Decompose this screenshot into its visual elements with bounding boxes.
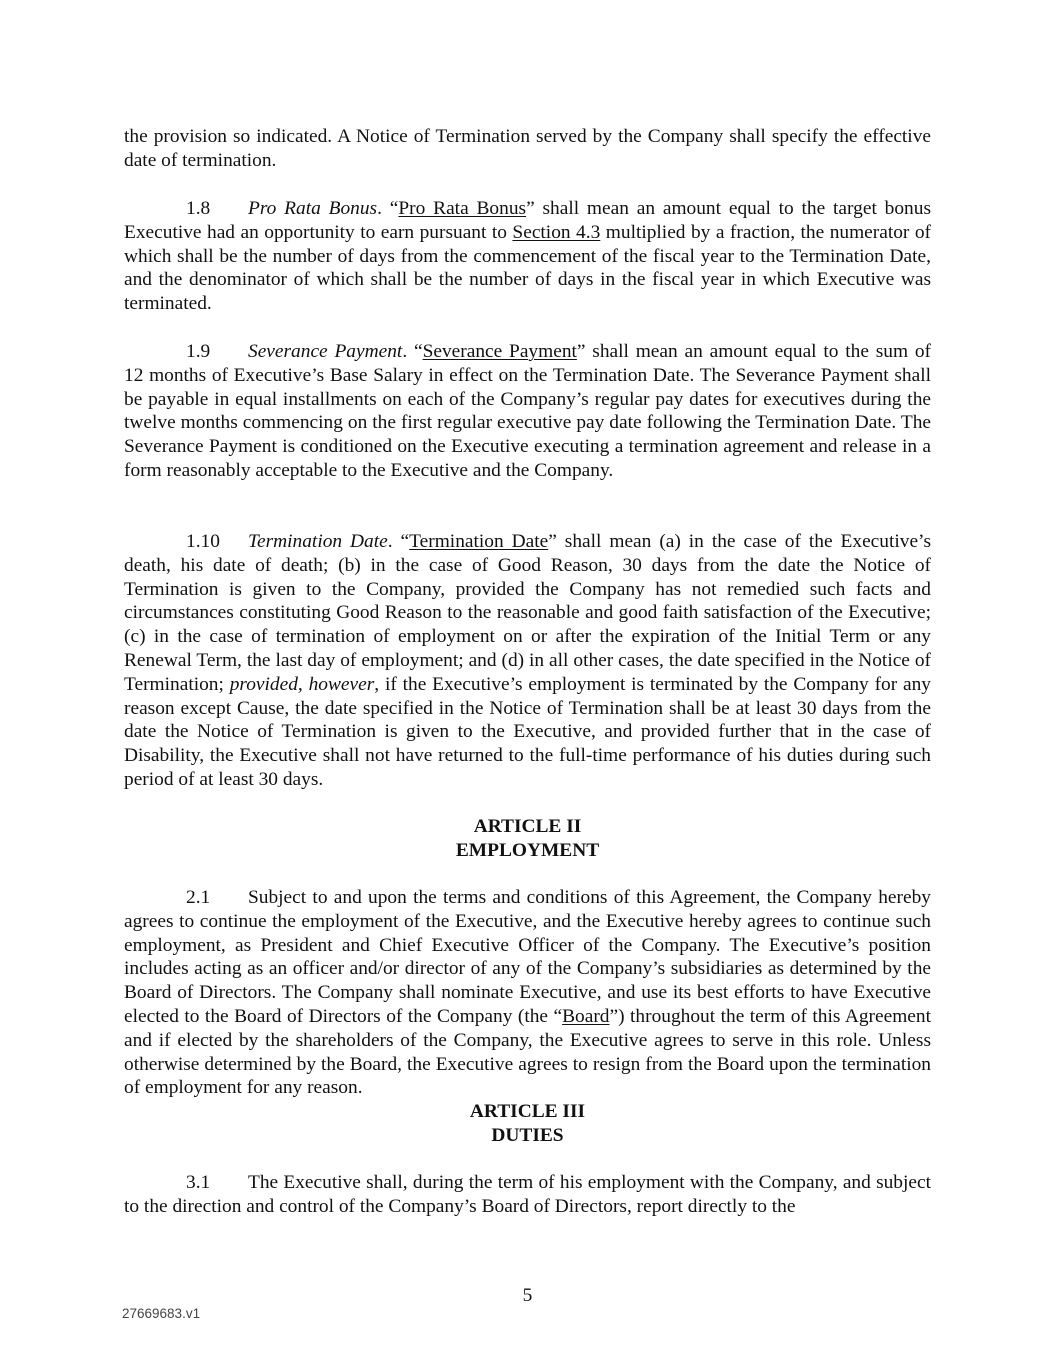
section-number: 1.8 [186, 198, 211, 219]
defined-term: Pro Rata Bonus [398, 198, 527, 219]
article-title: EMPLOYMENT [455, 839, 600, 861]
section-2-1: 2.1 Subject to and upon the terms and conditions of this Agreement, the Company hereby agrees to continue the employment of the Executive, and the Executive hereby agrees to continue such employment, as President and Chief Executive Officer of the Company. The Executive’s position includes acting as an officer and/or director of any of the Company’s subsidiaries as determined by the Board of Directors. The Company shall nominate Executive, and use its best efforts to have Executive elected to the Board of Directors of the Company (the “Board”) throughout the term of this Agreement and if elected by the shareholders of the Company, the Executive agrees to serve in this role. Unless otherwise determined by the Board, the Executive agrees to resign from the Board upon the termination of employment for any reason. [124, 887, 931, 1099]
defined-term: Board [562, 1005, 610, 1027]
defined-term: Termination Date [409, 531, 549, 552]
article-iii-heading [124, 1100, 931, 1148]
page-number: 5 [522, 1285, 533, 1306]
section-1-10: 1.10 Termination Date. “Termination Date” shall mean (a) in the case of the Executive’s death, his date of death; (b) in the case of Good Reason, 30 days from the date the Notice of Termination is given to the Company, provided the Company has not remedied such facts and circumstances constituting Good Reason to the reasonable and good faith satisfaction of the Executive; (c) in the case of termination of employment on or after the expiration of the Initial Term or any Renewal Term, the last day of employment; and (d) in all other cases, the date specified in the Notice of Termination; provided, however, if the Executive’s employment is terminated by the Company for any reason except Cause, the date specified in the Notice of Termination shall be at least 30 days from the date the Notice of Termination is given to the Executive, and provided further that in the case of Disability, the Executive shall not have returned to the full-time performance of his duties during such period of at least 30 days. [124, 531, 931, 790]
italic-phrase: provided, however [229, 673, 375, 695]
section-title: Pro Rata Bonus [248, 198, 378, 219]
paragraph-continuation: the provision so indicated. A Notice of Termination served by the Company shall specify the effective date of termination. [124, 126, 931, 171]
document-id: 27669683.v1 [122, 1306, 201, 1321]
section-number: 1.9 [186, 341, 211, 362]
article-number: ARTICLE II [473, 816, 582, 837]
section-reference: Section 4.3 [512, 221, 601, 243]
section-1-8: 1.8 Pro Rata Bonus. “Pro Rata Bonus” shall mean an amount equal to the target bonus Executive had an opportunity to earn pursuant to Section 4.3 multiplied by a fraction, the numerator of which shall be the number of days from the commencement of the fiscal year to the Termination Date, and the denominator of which shall be the number of days in the fiscal year in which Executive was terminated. [124, 198, 932, 315]
section-title: Severance Payment [248, 341, 403, 362]
section-title: Termination Date [248, 531, 388, 552]
section-3-1: 3.1 The Executive shall, during the term of his employment with the Company, and subject to the direction and control of the Company’s Board of Directors, report directly to the [124, 1172, 931, 1217]
section-number: 3.1 [186, 1172, 211, 1193]
article-ii-heading [124, 815, 931, 863]
defined-term: Severance Payment [422, 341, 577, 362]
section-number: 2.1 [186, 887, 211, 908]
article-title: DUTIES [491, 1124, 564, 1146]
article-number: ARTICLE III [469, 1101, 586, 1122]
section-number: 1.10 [186, 531, 220, 552]
section-1-9: 1.9 Severance Payment. “Severance Payment” shall mean an amount equal to the sum of 12 months of Executive’s Base Salary in effect on the Termination Date. The Severance Payment shall be payable in equal installments on each of the Company’s regular pay dates for executives during the twelve months commencing on the first regular executive pay date following the Termination Date. The Severance Payment is conditioned on the Executive executing a termination agreement and release in a form reasonably acceptable to the Executive and the Company. [124, 341, 932, 481]
